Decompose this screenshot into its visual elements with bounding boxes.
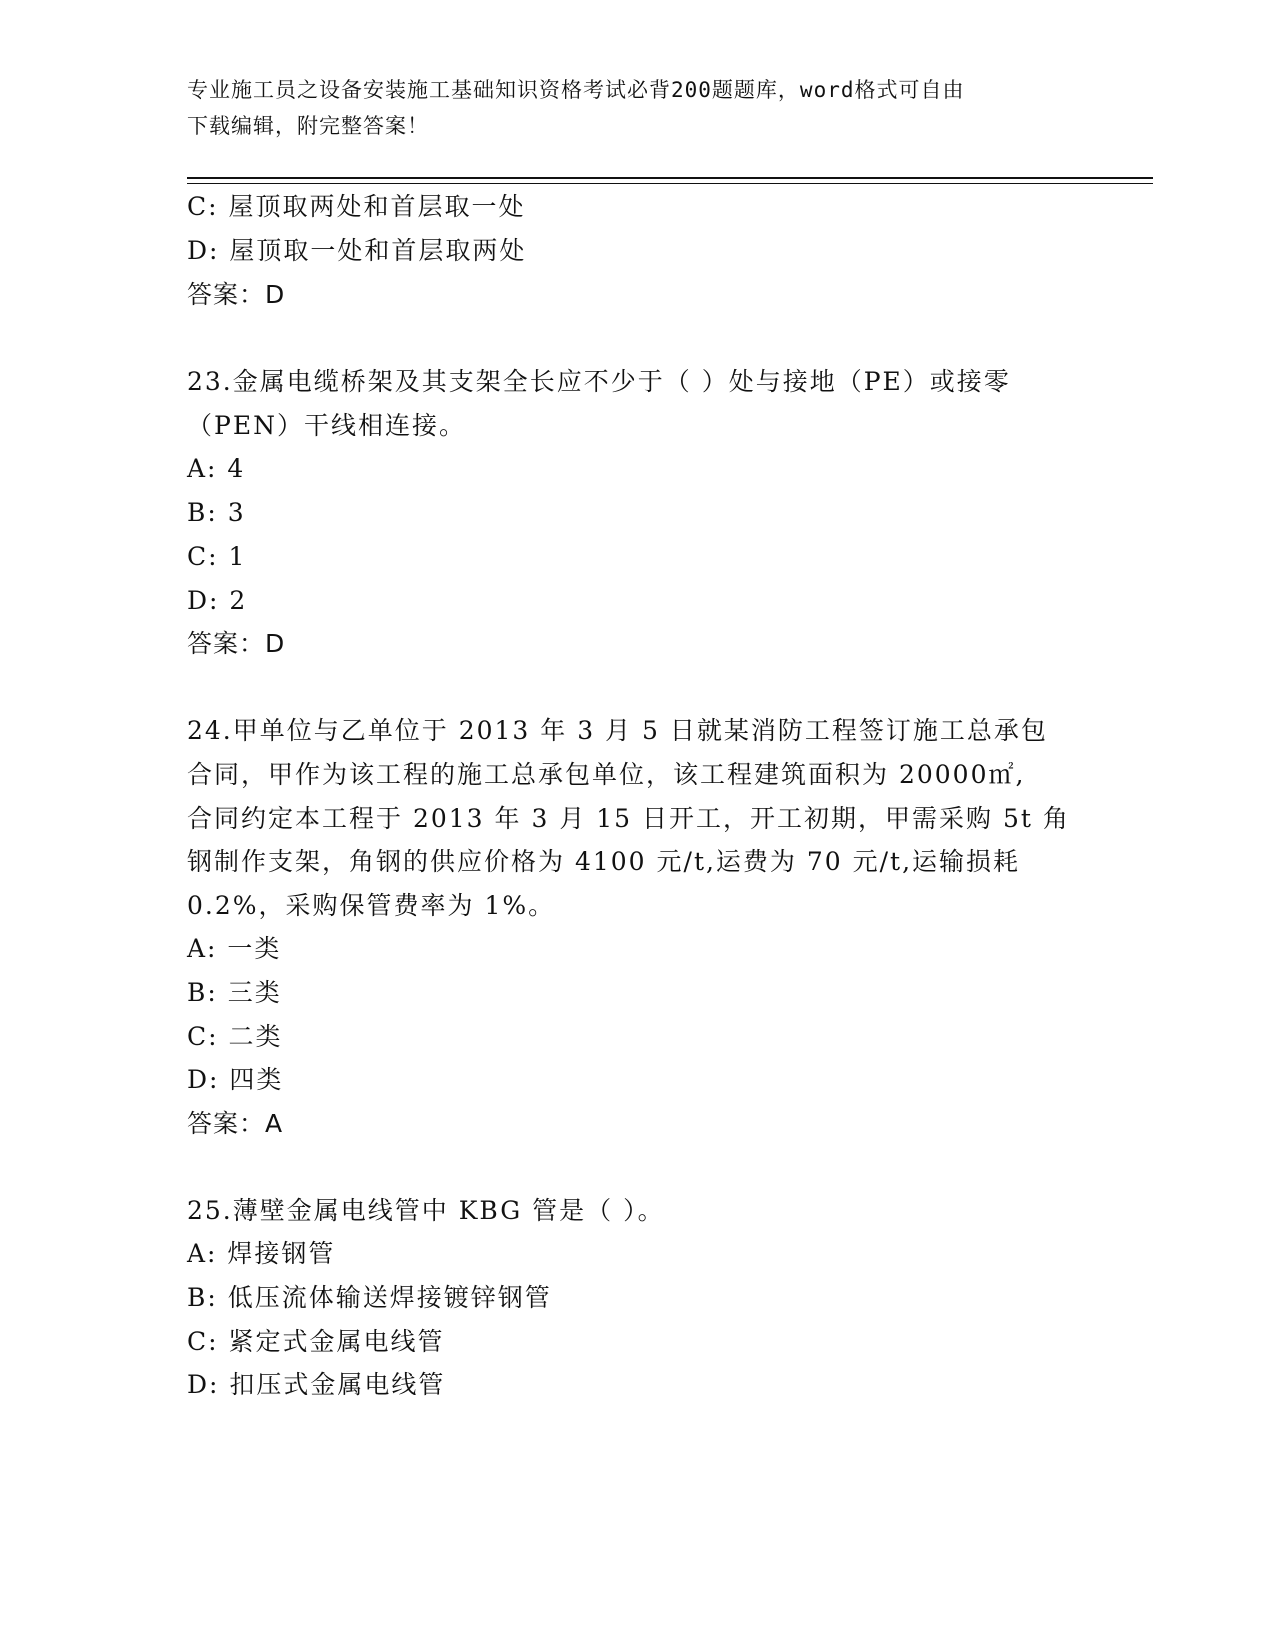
header-line-2: 下载编辑，附完整答案！ — [187, 114, 429, 138]
q24-option-c: C: 二类 — [187, 1022, 283, 1051]
q24-answer: 答案：A — [187, 1109, 284, 1138]
q23-stem-line-1: 23.金属电缆桥架及其支架全长应不少于（ ）处与接地（PE）或接零 — [187, 367, 1011, 396]
q25-option-c: C: 紧定式金属电线管 — [187, 1327, 445, 1356]
q23-option-c: C: 1 — [187, 542, 247, 571]
q23-option-b: B: 3 — [187, 498, 246, 527]
header-line-1: 专业施工员之设备安装施工基础知识资格考试必背200题题库，word格式可自由 — [187, 78, 965, 102]
q22-option-d: D: 屋顶取一处和首层取两处 — [187, 236, 527, 265]
q23-option-d: D: 2 — [187, 586, 248, 615]
q24-option-a: A: 一类 — [187, 934, 282, 963]
q24-stem-line-3: 合同约定本工程于 2013 年 3 月 15 日开工，开工初期，甲需采购 5t 角 — [187, 804, 1070, 833]
document-header — [187, 72, 1067, 144]
q22-answer: 答案：D — [187, 280, 286, 309]
header-rule-thin — [187, 183, 1153, 184]
q22-option-c: C: 屋顶取两处和首层取一处 — [187, 192, 526, 221]
header-rule-thick — [187, 177, 1153, 179]
q24-stem-line-5: 0.2%，采购保管费率为 1%。 — [187, 891, 556, 920]
q25-option-b: B: 低压流体输送焊接镀锌钢管 — [187, 1283, 552, 1312]
q23-stem-line-2: （PEN）干线相连接。 — [187, 411, 466, 440]
q24-stem-line-4: 钢制作支架，角钢的供应价格为 4100 元/t,运费为 70 元/t,运输损耗 — [187, 847, 1021, 876]
q25-stem-line-1: 25.薄壁金属电线管中 KBG 管是（ ）。 — [187, 1196, 665, 1225]
q23-answer: 答案：D — [187, 629, 286, 658]
q24-option-d: D: 四类 — [187, 1065, 284, 1094]
q25-option-a: A: 焊接钢管 — [187, 1239, 336, 1268]
q24-stem-line-2: 合同，甲作为该工程的施工总承包单位，该工程建筑面积为 20000㎡, — [187, 760, 1026, 789]
q24-stem-line-1: 24.甲单位与乙单位于 2013 年 3 月 5 日就某消防工程签订施工总承包 — [187, 716, 1048, 745]
q25-option-d: D: 扣压式金属电线管 — [187, 1370, 446, 1399]
q24-option-b: B: 三类 — [187, 978, 282, 1007]
q23-option-a: A: 4 — [187, 454, 246, 483]
